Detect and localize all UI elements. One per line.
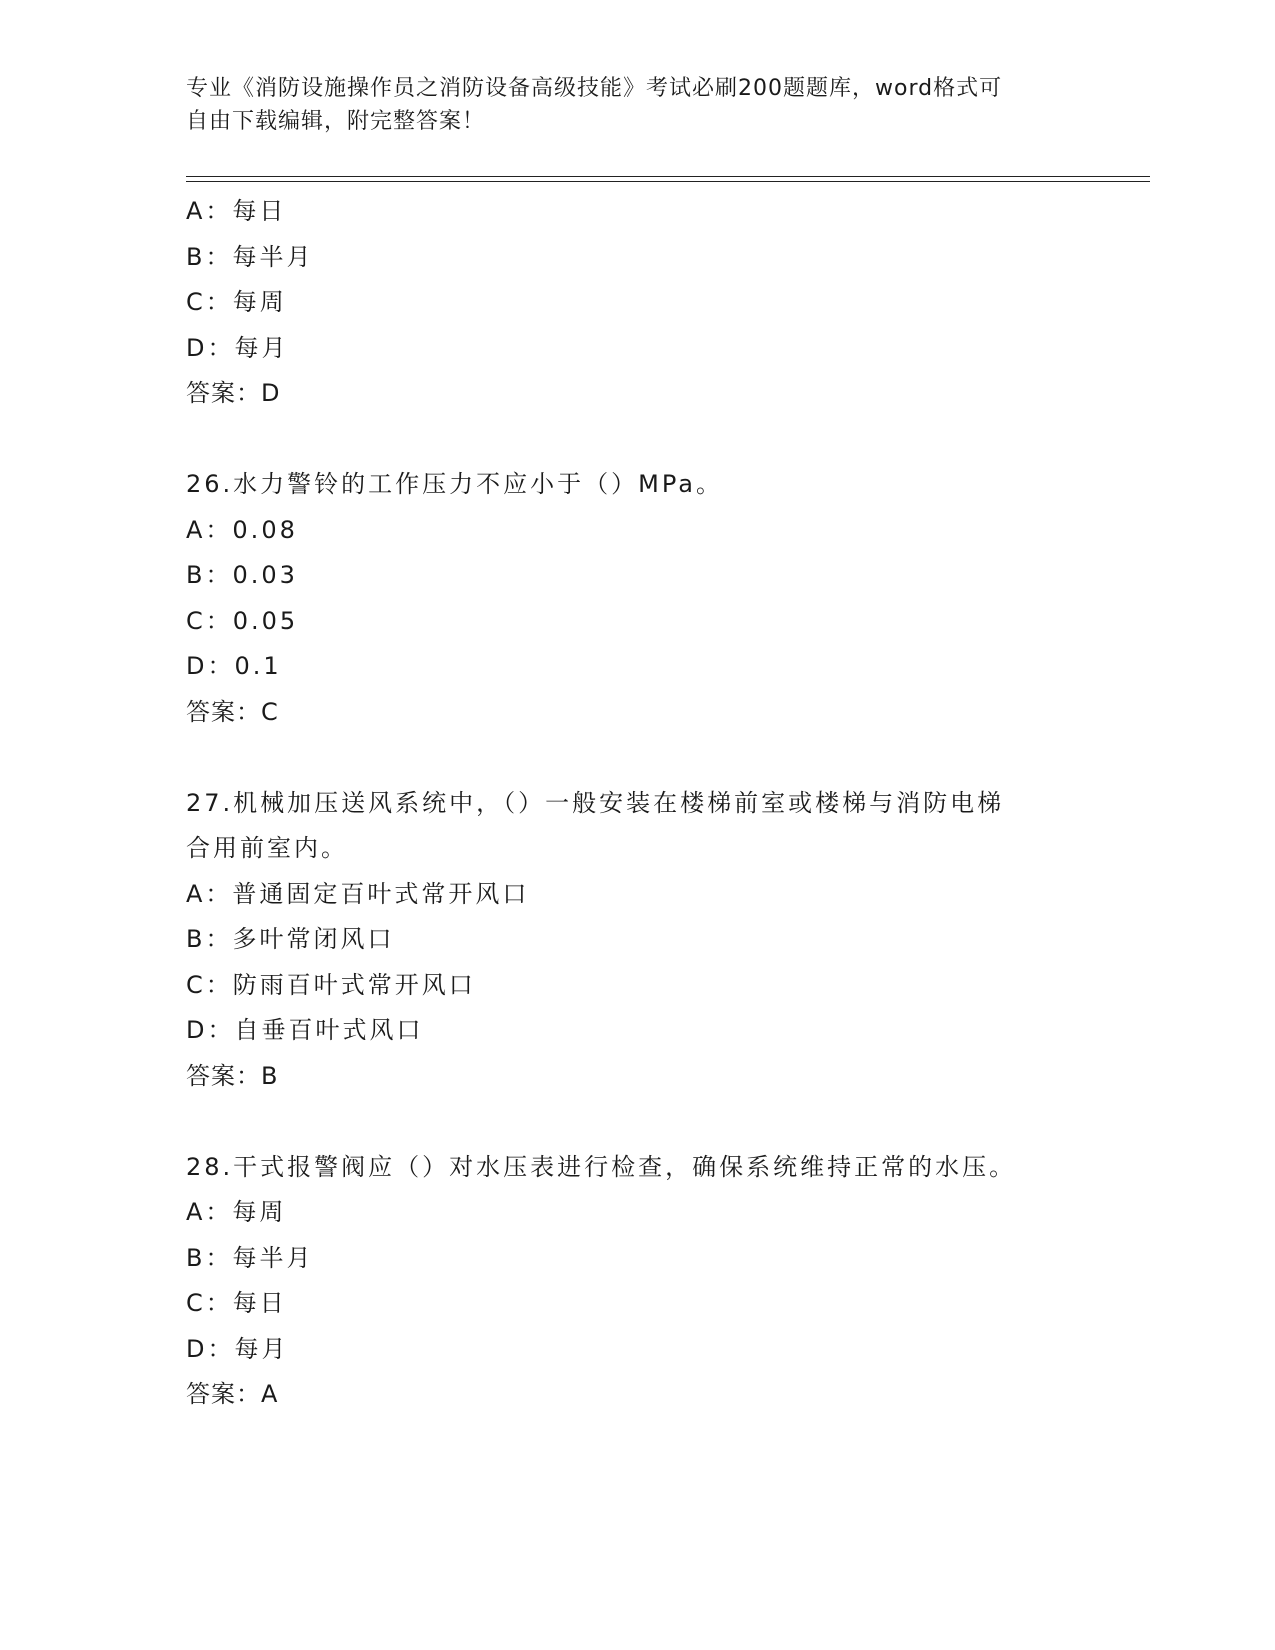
header-line-2: 自由下载编辑，附完整答案！ <box>186 109 486 134</box>
option-c: C：每日 <box>186 1289 287 1317</box>
document-header <box>186 72 1066 138</box>
header-line-1: 专业《消防设施操作员之消防设备高级技能》考试必刷200题题库，word格式可 <box>186 76 1003 101</box>
option-d: D：每月 <box>186 333 289 362</box>
option-d: D：0.1 <box>186 652 282 680</box>
option-a: A：普通固定百叶式常开风口 <box>186 879 530 908</box>
option-a: A：每周 <box>186 1198 287 1226</box>
answer-line: 答案：B <box>186 1061 279 1090</box>
spacer <box>186 735 1146 781</box>
option-d: D：每月 <box>186 1334 289 1363</box>
option-c: C：0.05 <box>186 606 299 635</box>
option-b: B：0.03 <box>186 561 298 589</box>
spacer <box>186 1099 1146 1145</box>
option-b: B：每半月 <box>186 242 314 271</box>
question-28 <box>186 1145 1146 1418</box>
option-a: A：0.08 <box>186 515 298 544</box>
question-stem-line-1: 27.机械加压送风系统中，（）一般安装在楼梯前室或楼梯与消防电梯 <box>186 788 1005 817</box>
option-b: B：每半月 <box>186 1243 314 1272</box>
answer-line: 答案：C <box>186 697 279 726</box>
header-divider-bottom <box>186 181 1150 182</box>
option-b: B：多叶常闭风口 <box>186 925 395 953</box>
question-27 <box>186 781 1146 1100</box>
answer-line: 答案：A <box>186 1380 279 1408</box>
header-divider-top <box>186 176 1150 177</box>
question-stem-line-2: 合用前室内。 <box>186 834 348 862</box>
question-stem: 28.干式报警阀应（）对水压表进行检查，确保系统维持正常的水压。 <box>186 1152 1017 1181</box>
option-c: C：每周 <box>186 288 287 316</box>
answer-line: 答案：D <box>186 379 281 407</box>
spacer <box>186 417 1146 463</box>
question-stem: 26.水力警铃的工作压力不应小于（）MPa。 <box>186 470 723 498</box>
option-c: C：防雨百叶式常开风口 <box>186 970 476 999</box>
question-26 <box>186 462 1146 735</box>
option-d: D：自垂百叶式风口 <box>186 1016 424 1044</box>
question-list <box>186 189 1146 1418</box>
question-25 <box>186 189 1146 417</box>
option-a: A：每日 <box>186 197 287 225</box>
